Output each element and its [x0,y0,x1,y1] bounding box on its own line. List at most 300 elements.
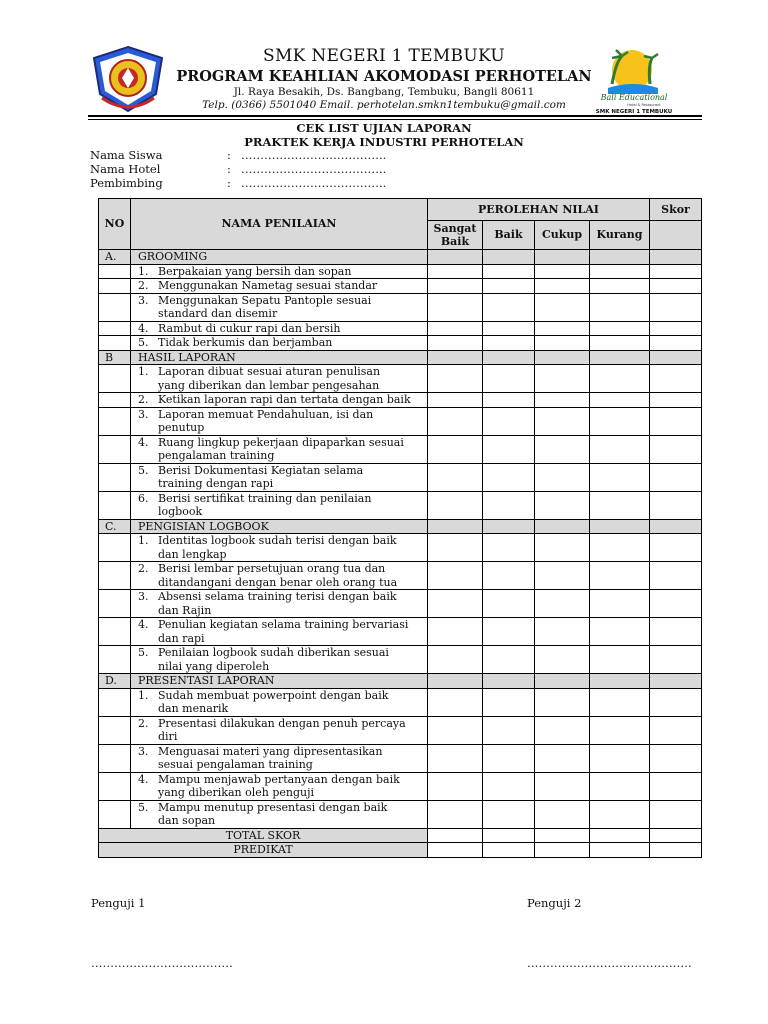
criteria-text: Absensi selama training terisi dengan baik [158,590,397,603]
score-cell[interactable] [650,264,702,279]
criteria-row [99,491,702,519]
criteria-number: 4. [138,618,149,631]
criteria-row [99,321,702,336]
score-cell[interactable] [428,716,483,744]
info-label: Pembimbing [90,176,163,190]
criteria-number: 1. [138,534,149,547]
criteria-text-continued: diri [158,730,178,743]
criteria-text: Berpakaian yang bersih dan sopan [158,264,352,278]
score-cell[interactable] [428,365,483,393]
criteria-text: Tidak berkumis dan berjamban [158,336,333,349]
criteria-text: Ruang lingkup pekerjaan dipaparkan sesuai [158,435,404,449]
criteria-number: 4. [138,435,149,449]
criteria-no-cell [99,407,131,435]
school-contact: Telp. (0366) 5501040 Email. perhotelan.smkn1tembuku@gmail.com [202,99,566,111]
section-row [99,350,702,365]
criteria-text: Berisi sertifikat training dan penilaian [158,491,372,505]
criteria-no-cell [99,491,131,519]
logo-text-line3: SMK NEGERI 1 TEMBUKU [595,109,673,114]
criteria-number: 2. [138,562,149,575]
score-cell[interactable] [483,843,535,858]
score-cell[interactable] [483,534,535,562]
criteria-text: Penilaian logbook sudah diberikan sesuai [158,646,389,659]
section-name: HASIL LAPORAN [131,350,428,365]
header-perolehan-nilai: PEROLEHAN NILAI [428,199,650,221]
score-cell[interactable] [535,618,590,646]
criteria-number: 3. [138,407,149,421]
score-cell[interactable] [428,534,483,562]
criteria-text-continued: yang diberikan dan lembar pengesahan [158,378,380,392]
info-label: Nama Hotel [90,162,161,176]
criteria-row [99,744,702,772]
score-cell[interactable] [428,674,483,689]
criteria-number: 5. [138,646,149,659]
criteria-text-continued: logbook [158,505,203,518]
criteria-row [99,407,702,435]
criteria-text-continued: standard dan disemir [158,307,278,320]
criteria-no-cell [99,744,131,772]
score-cell[interactable] [428,491,483,519]
criteria-row [99,646,702,674]
criteria-no-cell [99,365,131,393]
section-name: PRESENTASI LAPORAN [131,674,428,689]
criteria-text-continued: dan rapi [158,631,205,645]
criteria-number: 3. [138,293,149,307]
header-no: NO [99,199,131,250]
score-cell[interactable] [590,534,650,562]
score-cell[interactable] [650,435,702,463]
criteria-text-continued: training dengan rapi [158,477,274,490]
score-cell[interactable] [590,772,650,800]
criteria-row [99,365,702,393]
score-cell[interactable] [650,250,702,265]
score-cell[interactable] [428,843,483,858]
criteria-no-cell [99,688,131,716]
criteria-text: Menguasai materi yang dipresentasikan [158,744,383,758]
document-subtitle: PRAKTEK KERJA INDUSTRI PERHOTELAN [244,135,524,149]
header-divider-thin [88,119,702,120]
criteria-number: 5. [138,336,149,349]
criteria-number: 1. [138,688,149,702]
score-cell[interactable] [590,590,650,618]
header-sangat-baik [428,221,483,250]
info-value: ……………………………….. [241,176,387,190]
score-cell[interactable] [483,618,535,646]
score-cell[interactable] [535,772,590,800]
info-pembimbing [90,176,386,190]
info-colon: : [227,176,231,190]
criteria-text-cell [131,534,428,562]
score-cell[interactable] [590,828,650,843]
criteria-text: Identitas logbook sudah terisi dengan baik [158,534,397,547]
criteria-no-cell [99,772,131,800]
score-cell[interactable] [428,336,483,351]
score-cell[interactable] [483,688,535,716]
score-cell[interactable] [590,618,650,646]
criteria-text-continued: pengalaman training [158,449,275,462]
logo-text-line1: Bali Educational [600,93,668,102]
penguji-1-signature-line[interactable]: ………………………………. [91,956,233,970]
score-cell[interactable] [590,562,650,590]
criteria-text-cell [131,336,428,351]
score-cell[interactable] [535,800,590,828]
score-cell[interactable] [535,321,590,336]
score-cell[interactable] [650,463,702,491]
score-cell[interactable] [483,674,535,689]
info-colon: : [227,162,231,176]
criteria-row [99,772,702,800]
score-cell[interactable] [650,618,702,646]
criteria-number: 1. [138,365,149,378]
score-cell[interactable] [428,590,483,618]
criteria-row [99,562,702,590]
score-cell[interactable] [535,350,590,365]
score-cell[interactable] [650,800,702,828]
score-cell[interactable] [650,336,702,351]
score-cell[interactable] [428,250,483,265]
criteria-no-cell [99,321,131,336]
score-cell[interactable] [590,491,650,519]
criteria-row [99,534,702,562]
score-cell[interactable] [428,393,483,408]
criteria-text: Menggunakan Sepatu Pantople sesuai [158,293,372,307]
school-address: Jl. Raya Besakih, Ds. Bangbang, Tembuku, Bangli 80611 [233,86,535,98]
criteria-text: Berisi Dokumentasi Kegiatan selama [158,463,364,477]
score-cell[interactable] [650,590,702,618]
score-cell[interactable] [650,534,702,562]
logo-text-line2: Hotel & Restaurant [627,103,661,107]
criteria-number: 1. [138,264,149,278]
score-cell[interactable] [428,407,483,435]
score-cell[interactable] [650,365,702,393]
criteria-text-continued: dan menarik [158,702,229,715]
score-cell[interactable] [650,393,702,408]
criteria-text: Ketikan laporan rapi dan tertata dengan baik [158,393,411,406]
info-nama-siswa [90,148,386,162]
score-cell[interactable] [650,674,702,689]
header-skor: Skor [650,199,702,221]
score-cell[interactable] [535,365,590,393]
score-cell[interactable] [650,843,702,858]
score-cell[interactable] [590,688,650,716]
header-sangat-baik-2: Baik [440,235,470,248]
score-cell[interactable] [590,646,650,674]
score-cell[interactable] [650,716,702,744]
criteria-text-continued: penutup [158,421,205,434]
criteria-text-continued: ditandangani dengan benar oleh orang tua [158,575,398,589]
score-cell[interactable] [590,519,650,534]
criteria-number: 2. [138,716,149,730]
header-sangat: Sangat [433,221,477,235]
criteria-row [99,590,702,618]
score-cell[interactable] [428,646,483,674]
score-cell[interactable] [650,407,702,435]
score-cell[interactable] [483,279,535,294]
score-cell[interactable] [590,716,650,744]
criteria-text-cell [131,407,428,435]
criteria-row [99,336,702,351]
score-cell[interactable] [483,365,535,393]
section-row [99,250,702,265]
score-cell[interactable] [650,744,702,772]
criteria-text-cell [131,463,428,491]
criteria-no-cell [99,393,131,408]
score-cell[interactable] [590,365,650,393]
criteria-text-cell [131,562,428,590]
score-cell[interactable] [535,336,590,351]
score-cell[interactable] [590,264,650,279]
score-cell[interactable] [590,435,650,463]
criteria-text: Penulian kegiatan selama training bervariasi [158,618,409,631]
score-cell[interactable] [428,562,483,590]
score-cell[interactable] [483,350,535,365]
score-cell[interactable] [535,264,590,279]
criteria-row [99,293,702,321]
criteria-row [99,688,702,716]
score-cell[interactable] [428,800,483,828]
criteria-no-cell [99,590,131,618]
info-value: ……………………………….. [241,148,387,162]
criteria-no-cell [99,336,131,351]
header-divider [88,115,702,117]
criteria-text-continued: nilai yang diperoleh [158,659,270,673]
score-cell[interactable] [590,407,650,435]
criteria-no-cell [99,264,131,279]
score-cell[interactable] [483,590,535,618]
score-cell[interactable] [483,772,535,800]
score-cell[interactable] [650,293,702,321]
score-cell[interactable] [483,716,535,744]
total-skor-label: TOTAL SKOR [99,828,428,843]
criteria-row [99,618,702,646]
score-cell[interactable] [535,250,590,265]
criteria-text: Rambut di cukur rapi dan bersih [158,321,341,335]
score-cell[interactable] [483,744,535,772]
section-name: PENGISIAN LOGBOOK [131,519,428,534]
score-cell[interactable] [428,264,483,279]
header-skor-blank [650,221,702,250]
header-baik: Baik [483,221,535,250]
score-cell[interactable] [483,519,535,534]
criteria-row [99,463,702,491]
score-cell[interactable] [483,463,535,491]
penguji-2-signature-line[interactable]: ……………………………………. [527,956,692,970]
score-cell[interactable] [535,646,590,674]
section-row [99,519,702,534]
score-cell[interactable] [535,463,590,491]
criteria-text-cell [131,279,428,294]
score-cell[interactable] [650,491,702,519]
school-name: SMK NEGERI 1 TEMBUKU [263,46,505,66]
criteria-no-cell [99,716,131,744]
criteria-number: 3. [138,590,149,603]
score-cell[interactable] [650,279,702,294]
score-cell[interactable] [483,435,535,463]
criteria-text-cell [131,321,428,336]
score-cell[interactable] [535,393,590,408]
info-value: ……………………………….. [241,162,387,176]
score-cell[interactable] [590,744,650,772]
criteria-text-cell [131,618,428,646]
assessment-table [98,198,702,858]
score-cell[interactable] [650,562,702,590]
score-cell[interactable] [483,264,535,279]
score-cell[interactable] [483,393,535,408]
score-cell[interactable] [650,321,702,336]
criteria-text-cell [131,688,428,716]
criteria-row [99,800,702,828]
score-cell[interactable] [535,534,590,562]
criteria-no-cell [99,800,131,828]
score-cell[interactable] [483,407,535,435]
score-cell[interactable] [590,279,650,294]
criteria-text: Laporan memuat Pendahuluan, isi dan [158,407,374,421]
criteria-no-cell [99,534,131,562]
score-cell[interactable] [535,744,590,772]
section-code: C. [99,519,131,534]
criteria-number: 2. [138,393,149,406]
score-cell[interactable] [483,646,535,674]
score-cell[interactable] [535,435,590,463]
criteria-text: Berisi lembar persetujuan orang tua dan [158,562,386,575]
score-cell[interactable] [483,562,535,590]
score-cell[interactable] [483,828,535,843]
score-cell[interactable] [535,491,590,519]
score-cell[interactable] [428,435,483,463]
criteria-text: Presentasi dilakukan dengan penuh percaya [158,716,406,730]
score-cell[interactable] [428,828,483,843]
score-cell[interactable] [590,350,650,365]
criteria-number: 6. [138,491,149,505]
criteria-text-cell [131,744,428,772]
criteria-text-cell [131,772,428,800]
score-cell[interactable] [590,843,650,858]
score-cell[interactable] [590,293,650,321]
criteria-row [99,264,702,279]
score-cell[interactable] [535,562,590,590]
score-cell[interactable] [590,463,650,491]
score-cell[interactable] [590,336,650,351]
criteria-text-continued: dan sopan [158,814,216,827]
penguji-1-label: Penguji 1 [91,896,146,910]
score-cell[interactable] [535,407,590,435]
criteria-text-cell [131,646,428,674]
score-cell[interactable] [483,800,535,828]
criteria-no-cell [99,618,131,646]
criteria-row [99,435,702,463]
header-kurang: Kurang [590,221,650,250]
criteria-number: 4. [138,772,149,786]
criteria-no-cell [99,562,131,590]
header-cukup: Cukup [535,221,590,250]
criteria-row [99,279,702,294]
criteria-no-cell [99,279,131,294]
score-cell[interactable] [535,688,590,716]
penguji-2-label: Penguji 2 [527,896,582,910]
score-cell[interactable] [535,279,590,294]
criteria-text: Laporan dibuat sesuai aturan penulisan [158,365,381,378]
info-label: Nama Siswa [90,148,163,162]
score-cell[interactable] [428,519,483,534]
score-cell[interactable] [428,772,483,800]
score-cell[interactable] [650,688,702,716]
score-cell[interactable] [428,744,483,772]
score-cell[interactable] [483,336,535,351]
score-cell[interactable] [535,716,590,744]
score-cell[interactable] [428,293,483,321]
criteria-number: 5. [138,800,149,814]
score-cell[interactable] [428,618,483,646]
score-cell[interactable] [483,321,535,336]
criteria-text-cell [131,435,428,463]
criteria-text-cell [131,264,428,279]
criteria-number: 4. [138,321,149,335]
score-cell[interactable] [535,828,590,843]
predikat-label: PREDIKAT [99,843,428,858]
criteria-number: 2. [138,279,149,292]
criteria-text: Mampu menjawab pertanyaan dengan baik [158,772,400,786]
section-row [99,674,702,689]
document-title: CEK LIST UJIAN LAPORAN [296,121,472,135]
score-cell[interactable] [428,688,483,716]
score-cell[interactable] [590,321,650,336]
score-cell[interactable] [428,321,483,336]
criteria-text-cell [131,716,428,744]
criteria-text-cell [131,293,428,321]
criteria-no-cell [99,463,131,491]
score-cell[interactable] [535,674,590,689]
score-cell[interactable] [650,519,702,534]
criteria-no-cell [99,435,131,463]
score-cell[interactable] [590,393,650,408]
criteria-number: 5. [138,463,149,477]
score-cell[interactable] [590,250,650,265]
criteria-number: 3. [138,744,149,758]
score-cell[interactable] [650,772,702,800]
section-code: B [99,350,131,365]
criteria-no-cell [99,646,131,674]
info-nama-hotel [90,162,386,176]
score-cell[interactable] [428,463,483,491]
criteria-text: Menggunakan Nametag sesuai standar [158,279,378,292]
score-cell[interactable] [483,250,535,265]
criteria-text-cell [131,491,428,519]
score-cell[interactable] [650,646,702,674]
criteria-text: Sudah membuat powerpoint dengan baik [158,688,389,702]
info-colon: : [227,148,231,162]
program-name: PROGRAM KEAHLIAN AKOMODASI PERHOTELAN [176,68,592,85]
score-cell[interactable] [590,674,650,689]
criteria-text-continued: dan lengkap [158,547,227,561]
score-cell[interactable] [650,350,702,365]
score-cell[interactable] [590,800,650,828]
criteria-text-cell [131,365,428,393]
score-cell[interactable] [535,590,590,618]
score-cell[interactable] [535,519,590,534]
criteria-text-cell [131,393,428,408]
section-code: A. [99,250,131,265]
criteria-text-continued: sesuai pengalaman training [158,758,313,771]
score-cell[interactable] [483,293,535,321]
score-cell[interactable] [483,491,535,519]
score-cell[interactable] [650,828,702,843]
section-name: GROOMING [131,250,428,265]
score-cell[interactable] [535,293,590,321]
score-cell[interactable] [428,350,483,365]
criteria-row [99,716,702,744]
score-cell[interactable] [428,279,483,294]
score-cell[interactable] [535,843,590,858]
